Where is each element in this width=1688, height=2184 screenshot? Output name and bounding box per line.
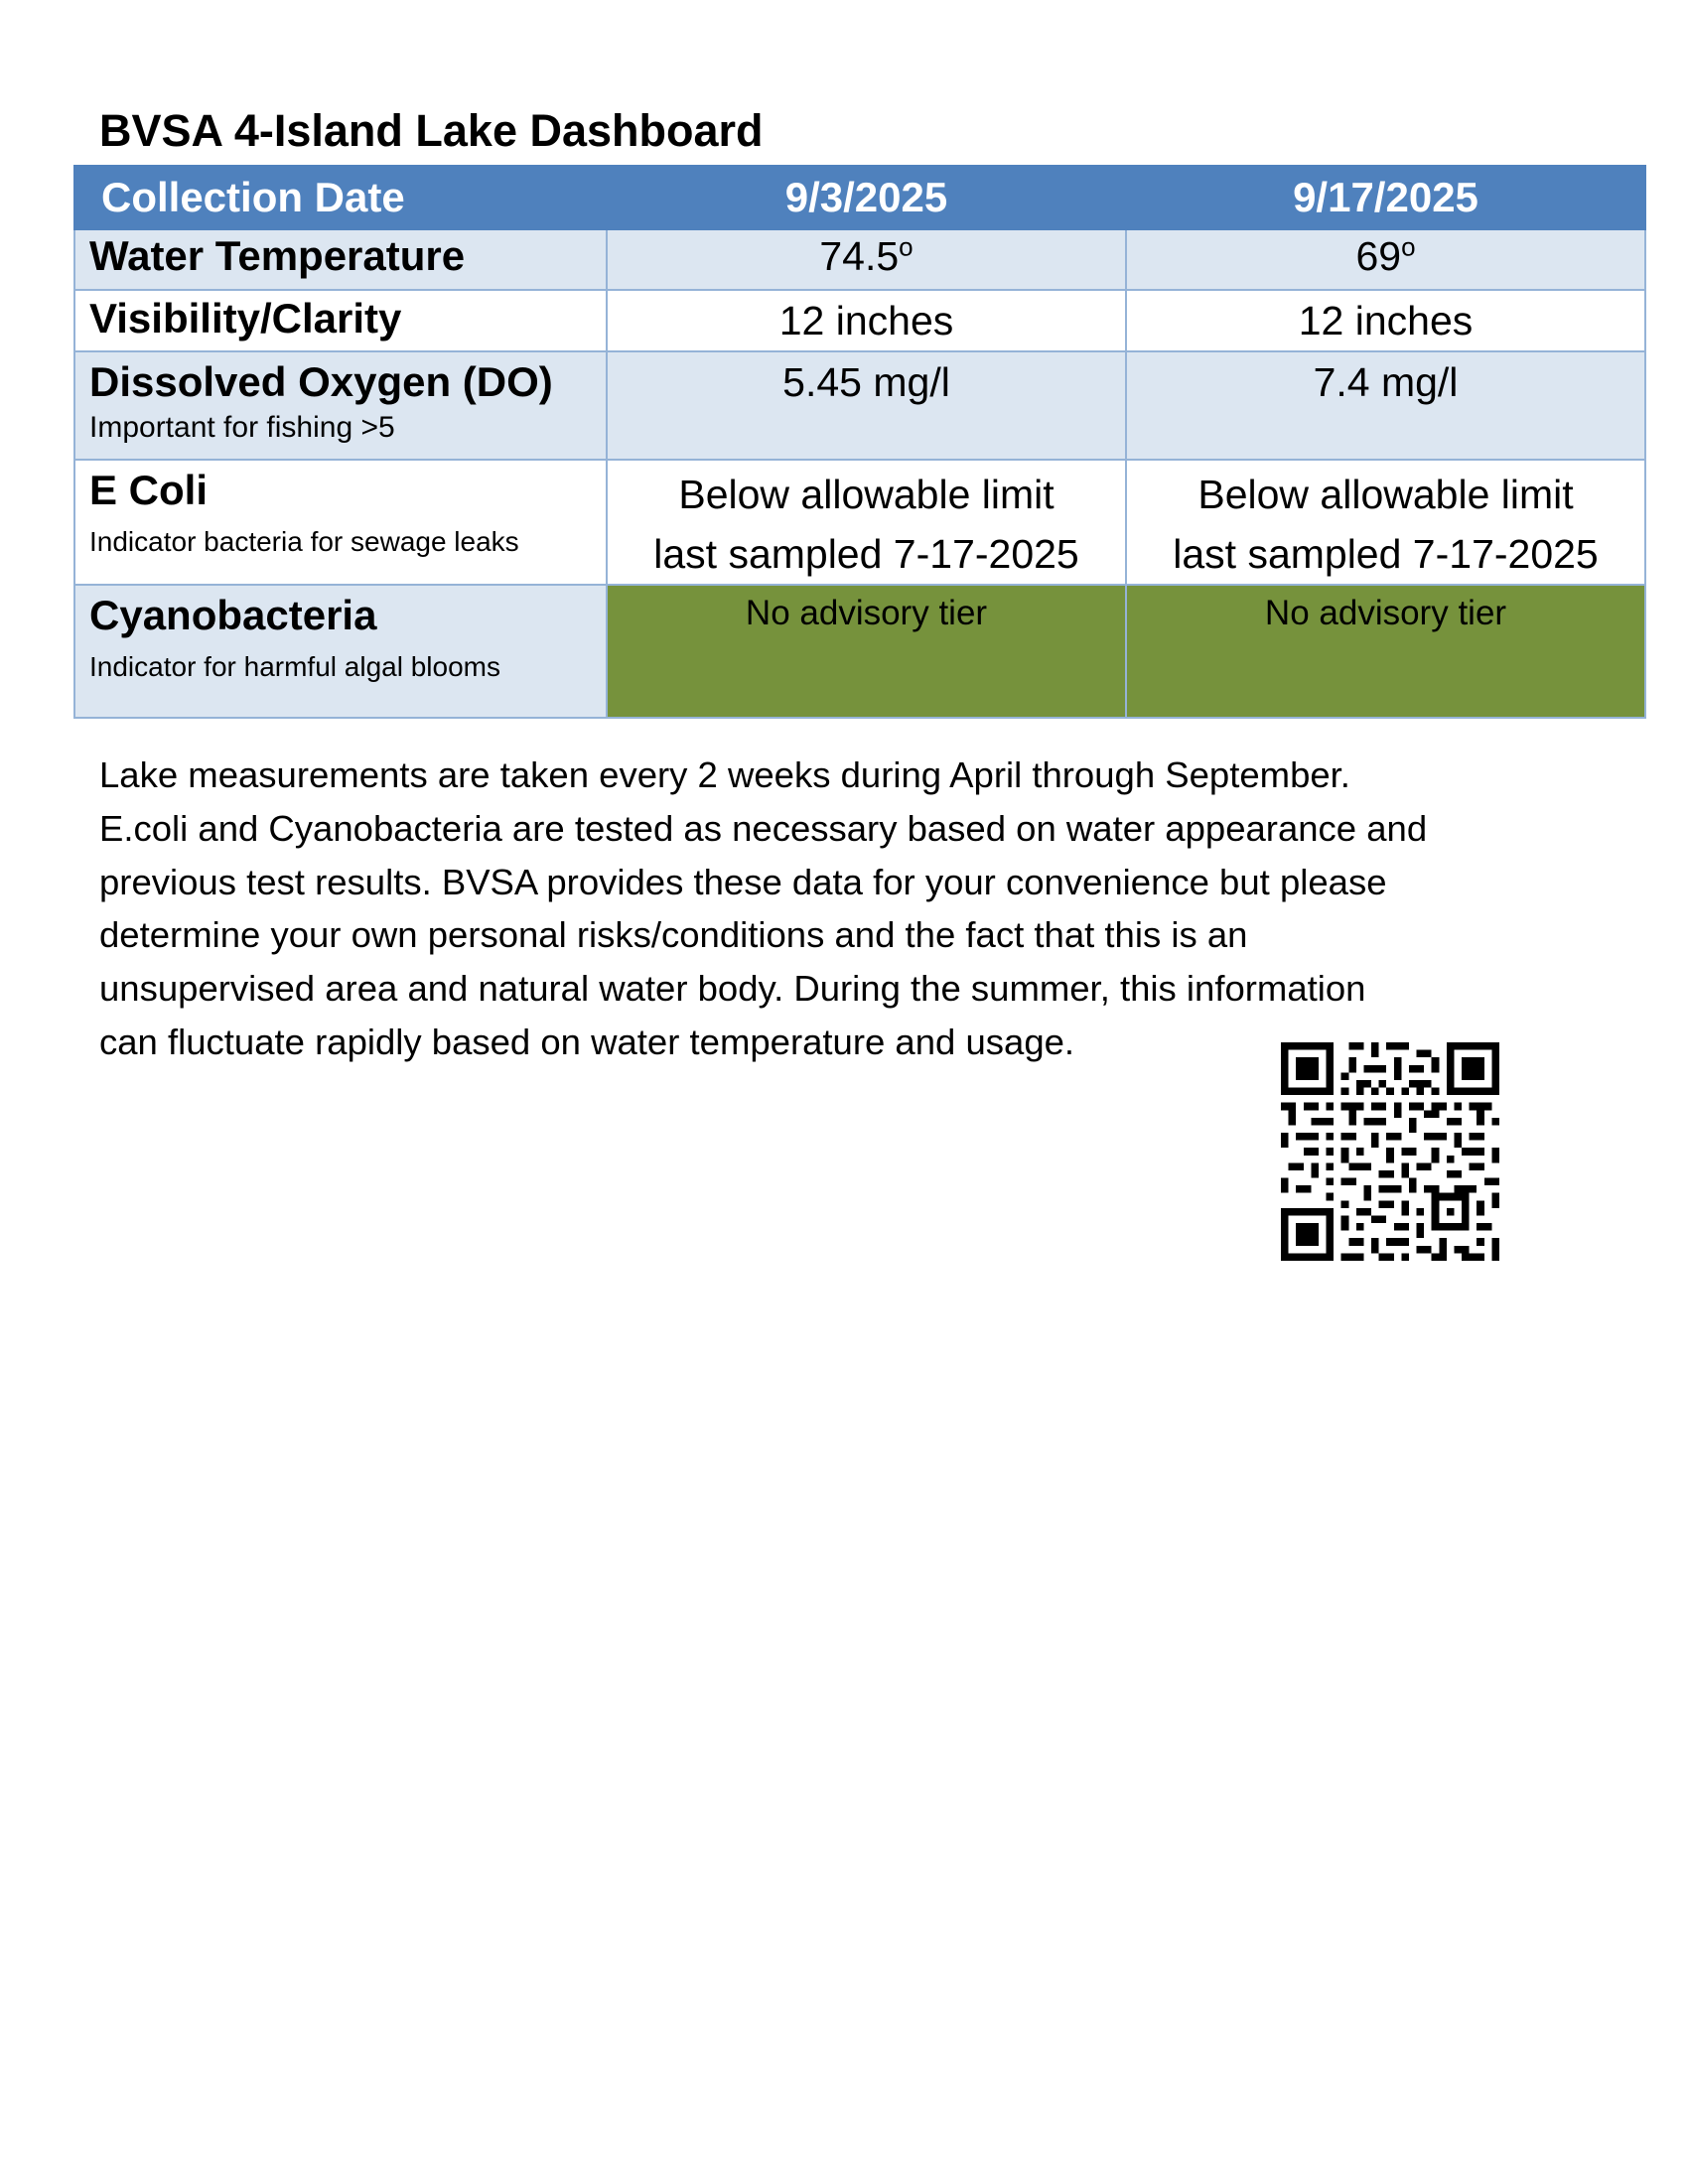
ecoli-status: Below allowable limit bbox=[678, 472, 1055, 517]
date-header-2: 9/17/2025 bbox=[1126, 166, 1645, 229]
dissolved-oxygen-note: Important for fishing >5 bbox=[89, 411, 395, 444]
notes-line: unsupervised area and natural water body. During the summer, this information bbox=[99, 968, 1366, 1010]
water-temperature-row bbox=[74, 229, 1645, 290]
dissolved-oxygen-value-2: 7.4 mg/l bbox=[1126, 351, 1645, 460]
notes-paragraph bbox=[99, 749, 1648, 1069]
notes-line: determine your own personal risks/conditions and the fact that this is an bbox=[99, 914, 1248, 956]
lake-dashboard-table bbox=[73, 165, 1646, 719]
notes-line: E.coli and Cyanobacteria are tested as necessary based on water appearance and bbox=[99, 807, 1428, 849]
qr-code-icon bbox=[1281, 1042, 1499, 1261]
cyanobacteria-row bbox=[74, 585, 1645, 718]
ecoli-sample-date: last sampled 7-17-2025 bbox=[653, 531, 1079, 577]
water-temperature-value-2 bbox=[1126, 229, 1645, 290]
cyanobacteria-label: Cyanobacteria bbox=[89, 592, 377, 638]
dissolved-oxygen-label-cell bbox=[74, 351, 607, 460]
visibility-row bbox=[74, 290, 1645, 351]
notes-line: Lake measurements are taken every 2 weeks during April through September. bbox=[99, 754, 1350, 795]
water-temperature-number: 69 bbox=[1355, 233, 1402, 279]
water-temperature-label-cell bbox=[74, 229, 607, 290]
degree-unit: o bbox=[1401, 231, 1416, 262]
dissolved-oxygen-label: Dissolved Oxygen (DO) bbox=[89, 358, 553, 405]
cyanobacteria-note: Indicator for harmful algal blooms bbox=[89, 651, 500, 682]
cyanobacteria-label-cell bbox=[74, 585, 607, 718]
visibility-label: Visibility/Clarity bbox=[89, 295, 402, 341]
water-temperature-value-1 bbox=[607, 229, 1126, 290]
water-temperature-number: 74.5 bbox=[819, 233, 900, 279]
dissolved-oxygen-value-1: 5.45 mg/l bbox=[607, 351, 1126, 460]
collection-date-header: Collection Date bbox=[74, 166, 607, 229]
visibility-value-1: 12 inches bbox=[607, 290, 1126, 351]
cyanobacteria-value-2: No advisory tier bbox=[1126, 585, 1645, 718]
visibility-label-cell bbox=[74, 290, 607, 351]
ecoli-value-2 bbox=[1126, 460, 1645, 585]
cyanobacteria-value-1: No advisory tier bbox=[607, 585, 1126, 718]
date-header-1: 9/3/2025 bbox=[607, 166, 1126, 229]
ecoli-label: E Coli bbox=[89, 467, 209, 513]
ecoli-sample-date: last sampled 7-17-2025 bbox=[1173, 531, 1599, 577]
dissolved-oxygen-row bbox=[74, 351, 1645, 460]
ecoli-note: Indicator bacteria for sewage leaks bbox=[89, 526, 519, 557]
notes-line: previous test results. BVSA provides these data for your convenience but please bbox=[99, 861, 1387, 902]
page-title: BVSA 4-Island Lake Dashboard bbox=[99, 105, 764, 156]
ecoli-row bbox=[74, 460, 1645, 585]
notes-line: can fluctuate rapidly based on water temperature and usage. bbox=[99, 1021, 1075, 1062]
header-row bbox=[74, 166, 1645, 229]
ecoli-status: Below allowable limit bbox=[1197, 472, 1574, 517]
degree-unit: o bbox=[899, 231, 914, 262]
visibility-value-2: 12 inches bbox=[1126, 290, 1645, 351]
water-temperature-label: Water Temperature bbox=[89, 232, 466, 279]
ecoli-label-cell bbox=[74, 460, 607, 585]
ecoli-value-1 bbox=[607, 460, 1126, 585]
